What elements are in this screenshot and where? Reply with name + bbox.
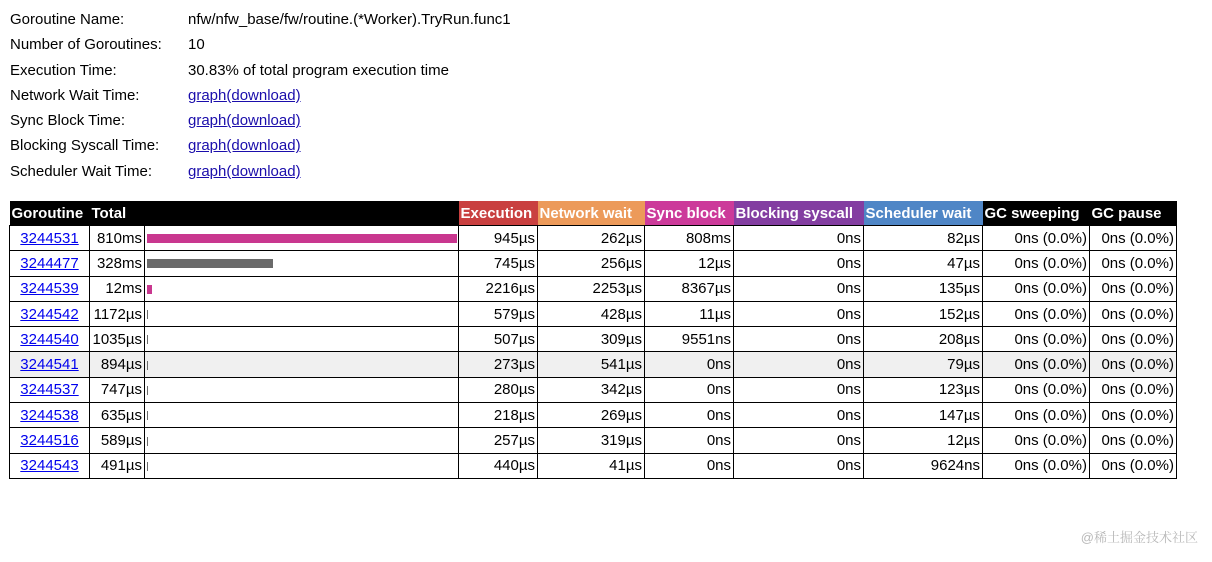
download-link[interactable]: (download) [226, 86, 301, 104]
gc-sweeping-cell: 0ns (0.0%) [983, 352, 1090, 377]
total-bar [147, 437, 148, 446]
scheduler-wait-cell: 152µs [864, 301, 983, 326]
table-row [10, 276, 1177, 301]
graph-link[interactable]: graph [188, 137, 227, 155]
scheduler-wait-cell: 123µs [864, 377, 983, 402]
sync-block-cell: 12µs [645, 251, 734, 276]
total-bar [147, 310, 148, 319]
info-row [10, 32, 511, 57]
gc-sweeping-cell: 0ns (0.0%) [983, 276, 1090, 301]
execution-cell: 745µs [459, 251, 538, 276]
table-row [10, 301, 1177, 326]
blocking-syscall-cell: 0ns [734, 276, 864, 301]
gc-pause-cell: 0ns (0.0%) [1090, 251, 1177, 276]
gc-sweeping-cell: 0ns (0.0%) [983, 327, 1090, 352]
gc-sweeping-cell: 0ns (0.0%) [983, 226, 1090, 251]
scheduler-wait-cell: 12µs [864, 428, 983, 453]
info-label: Execution Time: [10, 61, 117, 79]
total-bar [147, 361, 148, 370]
execution-cell: 280µs [459, 377, 538, 402]
total-bar-cell [145, 327, 459, 352]
scheduler-wait-cell: 79µs [864, 352, 983, 377]
total-bar-cell [145, 251, 459, 276]
gc-sweeping-cell: 0ns (0.0%) [983, 301, 1090, 326]
total-bar-cell [145, 301, 459, 326]
goroutine-id-link[interactable]: 3244477 [20, 254, 79, 272]
network-wait-cell: 541µs [538, 352, 645, 377]
total-cell: 12ms [90, 276, 145, 301]
goroutine-id-link[interactable]: 3244539 [20, 280, 79, 298]
goroutine-id-cell [10, 352, 90, 377]
table-row [10, 453, 1177, 478]
col-bar [145, 201, 459, 226]
goroutine-id-link[interactable]: 3244540 [20, 330, 79, 348]
sync-block-cell: 0ns [645, 453, 734, 478]
total-bar-cell [145, 377, 459, 402]
blocking-syscall-cell: 0ns [734, 226, 864, 251]
blocking-syscall-cell: 0ns [734, 251, 864, 276]
execution-cell: 945µs [459, 226, 538, 251]
total-bar-cell [145, 352, 459, 377]
info-label: Goroutine Name: [10, 11, 125, 28]
table-header-row [10, 201, 1177, 226]
goroutine-id-cell [10, 276, 90, 301]
scheduler-wait-cell: 147µs [864, 403, 983, 428]
goroutine-table [9, 201, 1177, 479]
blocking-syscall-cell: 0ns [734, 403, 864, 428]
col-sync-block[interactable]: Sync block [645, 201, 734, 226]
gc-sweeping-cell: 0ns (0.0%) [983, 403, 1090, 428]
goroutine-id-cell [10, 453, 90, 478]
info-label: Network Wait Time: [10, 86, 140, 104]
goroutine-id-link[interactable]: 3244537 [20, 381, 79, 399]
table-row [10, 377, 1177, 402]
total-bar [147, 259, 273, 268]
info-row [10, 7, 511, 32]
gc-pause-cell: 0ns (0.0%) [1090, 377, 1177, 402]
goroutine-id-link[interactable]: 3244531 [20, 229, 79, 247]
sync-block-cell: 0ns [645, 428, 734, 453]
info-label: Sync Block Time: [10, 112, 126, 130]
graph-link[interactable]: graph [188, 112, 227, 130]
download-link[interactable]: (download) [226, 137, 301, 155]
table-row [10, 428, 1177, 453]
goroutine-id-cell [10, 301, 90, 326]
gc-pause-cell: 0ns (0.0%) [1090, 453, 1177, 478]
network-wait-cell: 319µs [538, 428, 645, 453]
gc-sweeping-cell: 0ns (0.0%) [983, 453, 1090, 478]
execution-cell: 2216µs [459, 276, 538, 301]
gc-pause-cell: 0ns (0.0%) [1090, 403, 1177, 428]
graph-link[interactable]: graph [188, 86, 227, 104]
goroutine-id-cell [10, 403, 90, 428]
blocking-syscall-cell: 0ns [734, 453, 864, 478]
execution-cell: 273µs [459, 352, 538, 377]
goroutine-id-cell [10, 428, 90, 453]
total-cell: 635µs [90, 403, 145, 428]
network-wait-cell: 269µs [538, 403, 645, 428]
sync-block-cell: 8367µs [645, 276, 734, 301]
scheduler-wait-cell: 47µs [864, 251, 983, 276]
goroutine-id-link[interactable]: 3244541 [20, 356, 79, 374]
execution-cell: 218µs [459, 403, 538, 428]
execution-cell: 579µs [459, 301, 538, 326]
watermark: @稀土掘金技术社区 [1080, 530, 1198, 545]
sync-block-cell: 0ns [645, 403, 734, 428]
download-link[interactable]: (download) [226, 112, 301, 130]
goroutine-id-link[interactable]: 3244538 [20, 406, 79, 424]
col-gc-pause[interactable]: GC pause [1090, 201, 1177, 226]
table-row [10, 403, 1177, 428]
network-wait-cell: 309µs [538, 327, 645, 352]
gc-pause-cell: 0ns (0.0%) [1090, 327, 1177, 352]
total-cell: 810ms [90, 226, 145, 251]
execution-cell: 507µs [459, 327, 538, 352]
sync-block-cell: 11µs [645, 301, 734, 326]
total-bar-cell [145, 276, 459, 301]
execution-cell: 440µs [459, 453, 538, 478]
blocking-syscall-cell: 0ns [734, 428, 864, 453]
network-wait-cell: 256µs [538, 251, 645, 276]
total-cell: 1035µs [90, 327, 145, 352]
goroutine-id-cell [10, 327, 90, 352]
info-value: 10 [188, 36, 205, 54]
info-label: Scheduler Wait Time: [10, 162, 152, 180]
info-links [188, 133, 301, 158]
network-wait-cell: 41µs [538, 453, 645, 478]
goroutine-id-cell [10, 377, 90, 402]
info-links [188, 159, 301, 184]
gc-pause-cell: 0ns (0.0%) [1090, 226, 1177, 251]
total-bar [147, 462, 148, 471]
total-cell: 491µs [90, 453, 145, 478]
sync-block-cell: 9551ns [645, 327, 734, 352]
info-links [188, 108, 301, 133]
col-blocking-syscall[interactable]: Blocking syscall [734, 201, 864, 226]
blocking-syscall-cell: 0ns [734, 327, 864, 352]
scheduler-wait-cell: 208µs [864, 327, 983, 352]
total-bar [147, 335, 148, 344]
total-cell: 589µs [90, 428, 145, 453]
gc-pause-cell: 0ns (0.0%) [1090, 428, 1177, 453]
info-row [10, 159, 511, 184]
gc-pause-cell: 0ns (0.0%) [1090, 276, 1177, 301]
download-link[interactable]: (download) [226, 162, 301, 180]
goroutine-id-link[interactable]: 3244543 [20, 457, 79, 475]
scheduler-wait-cell: 135µs [864, 276, 983, 301]
gc-pause-cell: 0ns (0.0%) [1090, 301, 1177, 326]
info-value: 30.83% of total program execution time [188, 61, 449, 79]
col-gc-sweeping[interactable]: GC sweeping [983, 201, 1090, 226]
table-row [10, 251, 1177, 276]
network-wait-cell: 428µs [538, 301, 645, 326]
table-row [10, 226, 1177, 251]
blocking-syscall-cell: 0ns [734, 301, 864, 326]
info-label: Number of Goroutines: [10, 36, 162, 54]
goroutine-info [10, 7, 511, 184]
scheduler-wait-cell: 9624ns [864, 453, 983, 478]
total-cell: 1172µs [90, 301, 145, 326]
total-bar-cell [145, 226, 459, 251]
blocking-syscall-cell: 0ns [734, 377, 864, 402]
gc-pause-cell: 0ns (0.0%) [1090, 352, 1177, 377]
info-row [10, 83, 511, 108]
col-execution[interactable]: Execution [459, 201, 538, 226]
info-row [10, 133, 511, 158]
network-wait-cell: 262µs [538, 226, 645, 251]
total-bar-cell [145, 403, 459, 428]
gc-sweeping-cell: 0ns (0.0%) [983, 428, 1090, 453]
col-goroutine[interactable]: Goroutine [10, 201, 90, 226]
sync-block-cell: 0ns [645, 352, 734, 377]
goroutine-id-link[interactable]: 3244516 [20, 432, 79, 450]
info-row [10, 108, 511, 133]
info-links [188, 83, 301, 108]
total-bar [147, 234, 457, 243]
table-row [10, 327, 1177, 352]
total-bar [147, 386, 148, 395]
total-cell: 894µs [90, 352, 145, 377]
gc-sweeping-cell: 0ns (0.0%) [983, 377, 1090, 402]
total-cell: 747µs [90, 377, 145, 402]
col-scheduler-wait[interactable]: Scheduler wait [864, 201, 983, 226]
goroutine-id-cell [10, 251, 90, 276]
scheduler-wait-cell: 82µs [864, 226, 983, 251]
total-bar [147, 411, 148, 420]
blocking-syscall-cell: 0ns [734, 352, 864, 377]
graph-link[interactable]: graph [188, 162, 227, 180]
col-network-wait[interactable]: Network wait [538, 201, 645, 226]
table-row [10, 352, 1177, 377]
network-wait-cell: 342µs [538, 377, 645, 402]
info-value: nfw/nfw_base/fw/routine.(*Worker).TryRun.func1 [188, 11, 511, 28]
gc-sweeping-cell: 0ns (0.0%) [983, 251, 1090, 276]
total-bar [147, 285, 152, 294]
col-total[interactable]: Total [90, 201, 145, 226]
execution-cell: 257µs [459, 428, 538, 453]
total-bar-cell [145, 453, 459, 478]
info-label: Blocking Syscall Time: [10, 137, 160, 155]
sync-block-cell: 0ns [645, 377, 734, 402]
info-row [10, 58, 511, 83]
total-cell: 328ms [90, 251, 145, 276]
network-wait-cell: 2253µs [538, 276, 645, 301]
goroutine-id-link[interactable]: 3244542 [20, 305, 79, 323]
total-bar-cell [145, 428, 459, 453]
goroutine-id-cell [10, 226, 90, 251]
sync-block-cell: 808ms [645, 226, 734, 251]
